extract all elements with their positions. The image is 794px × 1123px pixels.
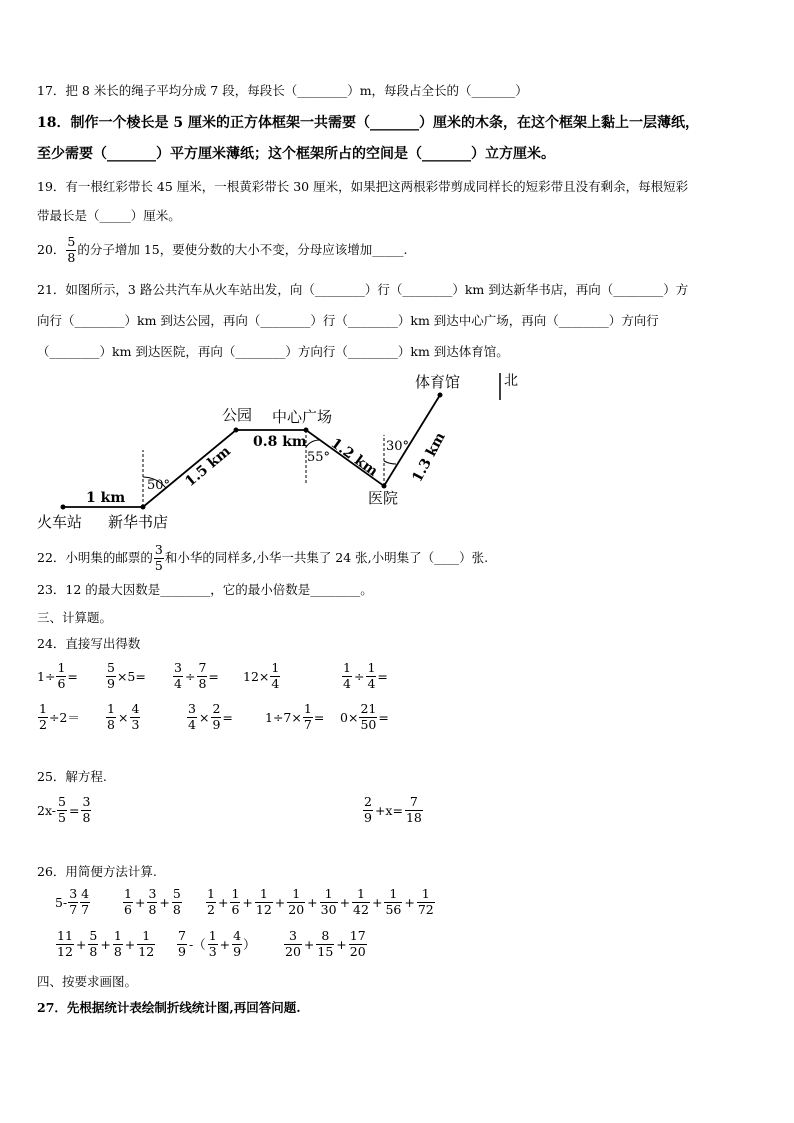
station-label: 火车站 <box>37 513 83 531</box>
numerator: 5 <box>89 928 98 943</box>
simplify-3 <box>205 888 436 916</box>
calc-text: ×5= <box>116 668 146 684</box>
calc-text: = <box>208 668 219 684</box>
station-point <box>61 505 66 510</box>
calc-text: 5- <box>55 894 68 910</box>
denominator: 8 <box>113 943 122 959</box>
question-27: 27．先根据统计表绘制折线统计图,再回答问题. <box>37 1000 301 1015</box>
simplify-2 <box>122 888 183 916</box>
calc-2-3 <box>186 703 233 731</box>
operator: ÷ <box>353 668 365 684</box>
numerator: 1 <box>57 660 66 675</box>
fraction <box>88 930 98 958</box>
numerator: 2 <box>364 794 372 809</box>
calc-2-5 <box>340 703 389 731</box>
numerator: 11 <box>57 928 73 943</box>
denominator: 15 <box>317 943 334 959</box>
question-18-line1: 18．制作一个棱长是 5 厘米的正方体框架一共需要（_______）厘米的木条，在这个框架上黏上一层薄纸， <box>37 115 699 131</box>
numerator: 5 <box>107 660 115 675</box>
distance-1: 1 km <box>86 490 126 506</box>
denominator: 12 <box>255 901 272 917</box>
fraction <box>287 888 305 916</box>
question-21-line1: 21．如图所示，3 路公共汽车从火车站出发，向（________）行（________）km 到达新华书店，再向（________）方 <box>37 282 689 297</box>
fraction <box>106 703 116 731</box>
numerator: 1 <box>137 930 155 945</box>
operator: + <box>100 936 111 952</box>
fraction <box>208 930 218 958</box>
denominator: 3 <box>208 943 217 959</box>
angle-label-1: 50° <box>147 478 171 493</box>
numerator: 3 <box>284 930 302 945</box>
calc-text: 1÷ <box>37 668 56 684</box>
question-20 <box>37 236 407 264</box>
denominator: 4 <box>188 716 196 732</box>
numerator: 4 <box>131 701 140 716</box>
fraction <box>230 888 240 916</box>
denominator: 4 <box>271 675 280 691</box>
fraction <box>123 888 133 916</box>
operator: + <box>307 894 318 910</box>
numerator: 1 <box>343 660 351 675</box>
calc-1-4 <box>243 662 281 690</box>
numerator: 3 <box>174 660 182 675</box>
fraction <box>177 930 187 958</box>
denominator: 30 <box>320 901 337 917</box>
operator: + <box>217 894 229 910</box>
operator: +x= <box>374 802 403 818</box>
numerator: 1 <box>207 886 215 901</box>
denominator: 9 <box>107 675 115 691</box>
denominator: 20 <box>349 943 366 959</box>
fraction <box>316 930 334 958</box>
operator: + <box>404 894 415 910</box>
numerator: 2 <box>212 701 221 716</box>
denominator: 72 <box>417 901 434 917</box>
denominator: 2 <box>39 716 47 732</box>
park-point <box>234 428 239 433</box>
calc-text: = <box>378 709 389 725</box>
question-19-line2: 带最长是（_____）厘米。 <box>37 208 181 223</box>
denominator: 9 <box>233 943 242 959</box>
denominator: 5 <box>58 809 66 825</box>
denominator: 12 <box>138 943 155 959</box>
numerator: 5 <box>172 886 181 901</box>
denominator: 9 <box>364 809 372 825</box>
simplify-4 <box>55 930 156 958</box>
q22-denominator: 5 <box>154 557 163 573</box>
calc-text: = <box>222 709 233 725</box>
numerator: 1 <box>320 888 338 903</box>
q22-fraction <box>154 544 164 572</box>
calc-text: 0× <box>340 709 359 725</box>
operator: + <box>242 894 253 910</box>
fraction <box>172 888 182 916</box>
fraction <box>56 930 74 958</box>
angle-label-2: 55° <box>307 450 331 465</box>
numerator: 1 <box>384 888 402 903</box>
denominator: 12 <box>57 943 73 959</box>
numerator: 4 <box>233 928 242 943</box>
operator: -（ <box>188 937 206 952</box>
distance-5: 1.3 km <box>409 429 449 485</box>
question-18-line2: 至少需要（_______）平方厘米薄纸；这个框架所占的空间是（_______）立方厘米。 <box>37 146 555 162</box>
q22-text: 和小华的同样多,小华一共集了 24 张,小明集了（____）张. <box>164 550 489 565</box>
fraction <box>417 888 435 916</box>
denominator: 9 <box>212 716 221 732</box>
fraction <box>405 796 423 824</box>
denominator: 8 <box>198 675 207 691</box>
simplify-6 <box>283 930 368 958</box>
fraction <box>130 703 140 731</box>
fraction <box>206 888 216 916</box>
fraction <box>255 888 273 916</box>
gym-label: 体育馆 <box>415 373 461 391</box>
operator: + <box>336 936 347 952</box>
fraction <box>232 930 242 958</box>
equation-1 <box>37 796 92 824</box>
numerator: 1 <box>208 928 217 943</box>
numerator: 1 <box>124 886 132 901</box>
park-label: 公园 <box>222 406 253 424</box>
q20-fraction <box>66 236 76 264</box>
calc-text: = <box>67 668 78 684</box>
numerator: 1 <box>417 888 435 903</box>
denominator: 8 <box>148 901 157 917</box>
denominator: 8 <box>107 716 115 732</box>
calc-1-5 <box>341 662 388 690</box>
calc-text: 1÷7× <box>265 709 302 725</box>
fraction <box>359 703 377 731</box>
operator: + <box>303 936 315 952</box>
numerator: 4 <box>81 886 90 901</box>
fraction <box>147 888 157 916</box>
numerator: 3 <box>188 701 196 716</box>
calc-1-3 <box>172 662 219 690</box>
denominator: 8 <box>82 809 91 825</box>
fraction <box>113 930 123 958</box>
denominator: 4 <box>367 675 376 691</box>
angle-label-3: 30° <box>386 439 410 454</box>
numerator: 1 <box>367 660 376 675</box>
numerator: 1 <box>303 701 312 716</box>
fraction <box>80 888 90 916</box>
denominator: 42 <box>353 901 369 917</box>
fraction <box>106 662 116 690</box>
fraction <box>363 796 373 824</box>
operator: ÷ <box>184 668 196 684</box>
question-19-line1: 19．有一根红彩带长 45 厘米，一根黄彩带长 30 厘米，如果把这两根彩带剪成同样长的短彩带且没有剩余，每根短彩 <box>37 179 689 194</box>
fraction <box>270 662 280 690</box>
numerator: 3 <box>148 886 157 901</box>
numerator: 3 <box>69 886 78 901</box>
operator: × <box>117 709 129 725</box>
numerator: 1 <box>271 660 280 675</box>
fraction <box>366 662 376 690</box>
denominator: 4 <box>174 675 182 691</box>
question-23: 23．12 的最大因数是________，它的最小倍数是________。 <box>37 582 373 597</box>
numerator: 1 <box>39 701 47 716</box>
calc-text: = <box>377 668 388 684</box>
denominator: 20 <box>288 901 305 917</box>
calc-text: ） <box>243 937 256 952</box>
denominator: 6 <box>57 675 66 691</box>
fraction <box>137 930 155 958</box>
section-4-heading: 四、按要求画图。 <box>37 974 138 989</box>
fraction <box>342 662 352 690</box>
fraction <box>68 888 78 916</box>
numerator: 1 <box>352 888 370 903</box>
calc-1-2 <box>105 662 146 690</box>
fraction <box>211 703 221 731</box>
denominator: 7 <box>69 901 78 917</box>
fraction <box>38 703 48 731</box>
fraction <box>384 888 402 916</box>
angle-arc-2 <box>306 440 320 447</box>
numerator: 1 <box>255 888 273 903</box>
question-21-line3: （________）km 到达医院，再向（________）方向行（________）km 到达体育馆。 <box>37 344 509 359</box>
q22-prefix: 22．小明集的邮票的 <box>37 550 153 565</box>
numerator: 7 <box>178 928 186 943</box>
angle-arc-3 <box>384 461 396 464</box>
calc-text: 2x- <box>37 802 57 818</box>
fraction <box>320 888 338 916</box>
operator: + <box>339 894 351 910</box>
denominator: 6 <box>124 901 132 917</box>
numerator: 7 <box>198 660 207 675</box>
operator: + <box>274 894 286 910</box>
numerator: 5 <box>58 794 66 809</box>
numerator: 1 <box>287 888 305 903</box>
fraction <box>352 888 370 916</box>
numerator: 21 <box>360 701 377 716</box>
operator: + <box>75 936 87 952</box>
q20-denominator: 8 <box>67 249 76 265</box>
fraction <box>349 930 367 958</box>
denominator: 56 <box>385 901 402 917</box>
denominator: 8 <box>89 943 98 959</box>
simplify-1 <box>55 888 91 916</box>
calc-text: = <box>313 709 325 725</box>
numerator: 7 <box>405 796 423 811</box>
denominator: 50 <box>360 716 377 732</box>
numerator: 1 <box>231 886 240 901</box>
fraction <box>57 796 67 824</box>
q22-numerator: 3 <box>154 542 163 557</box>
numerator: 1 <box>113 928 122 943</box>
fraction <box>303 703 313 731</box>
denominator: 7 <box>81 901 90 917</box>
operator: + <box>134 894 146 910</box>
denominator: 8 <box>172 901 181 917</box>
operator: = <box>68 802 80 818</box>
operator: + <box>159 894 170 910</box>
simplify-5 <box>176 930 256 958</box>
question-21-line2: 向行（________）km 到达公园，再向（________）行（________）km 到达中心广场，再向（________）方向行 <box>37 313 659 328</box>
q20-prefix: 20． <box>37 242 66 257</box>
distance-4: 1.2 km <box>327 435 381 480</box>
hospital-label: 医院 <box>368 489 399 507</box>
fraction <box>173 662 183 690</box>
square-label: 中心广场 <box>272 408 333 426</box>
fraction <box>197 662 207 690</box>
gym-point <box>438 393 443 398</box>
fraction <box>81 796 91 824</box>
denominator: 9 <box>178 943 186 959</box>
fraction <box>187 703 197 731</box>
calc-1-1 <box>37 662 78 690</box>
calc-2-2 <box>105 703 141 731</box>
denominator: 6 <box>231 901 240 917</box>
q20-numerator: 5 <box>67 234 76 249</box>
calc-text: ÷2＝ <box>48 710 80 725</box>
denominator: 4 <box>343 675 351 691</box>
bookstore-label: 新华书店 <box>108 513 169 531</box>
denominator: 2 <box>207 901 215 917</box>
numerator: 17 <box>349 928 366 943</box>
numerator: 1 <box>107 701 115 716</box>
numerator: 3 <box>82 794 91 809</box>
fraction <box>56 662 66 690</box>
distance-2: 1.5 km <box>182 443 234 491</box>
distance-3: 0.8 km <box>253 434 307 450</box>
equation-2 <box>362 796 424 824</box>
denominator: 3 <box>131 716 140 732</box>
denominator: 18 <box>405 809 422 825</box>
fraction <box>284 930 302 958</box>
operator: + <box>371 894 383 910</box>
north-label: 北 <box>504 373 518 389</box>
operator: + <box>124 936 136 952</box>
q20-text: 的分子增加 15，要使分数的大小不变，分母应该增加_____. <box>77 242 408 257</box>
question-26: 26．用简便方法计算. <box>37 864 157 879</box>
calc-2-1 <box>37 703 80 731</box>
operator: + <box>219 936 231 952</box>
calc-2-4 <box>265 703 324 731</box>
section-3-heading: 三、计算题。 <box>37 610 113 625</box>
bus-route-map <box>0 365 794 540</box>
question-25: 25．解方程. <box>37 769 107 784</box>
operator: × <box>198 709 210 725</box>
calc-text: 12× <box>243 668 270 684</box>
question-17: 17．把 8 米长的绳子平均分成 7 段，每段长（________）m，每段占全长的（_______） <box>37 83 528 98</box>
numerator: 8 <box>316 930 334 945</box>
denominator: 20 <box>285 943 301 959</box>
question-22 <box>37 544 488 572</box>
question-24: 24．直接写出得数 <box>37 636 141 651</box>
denominator: 7 <box>303 716 312 732</box>
